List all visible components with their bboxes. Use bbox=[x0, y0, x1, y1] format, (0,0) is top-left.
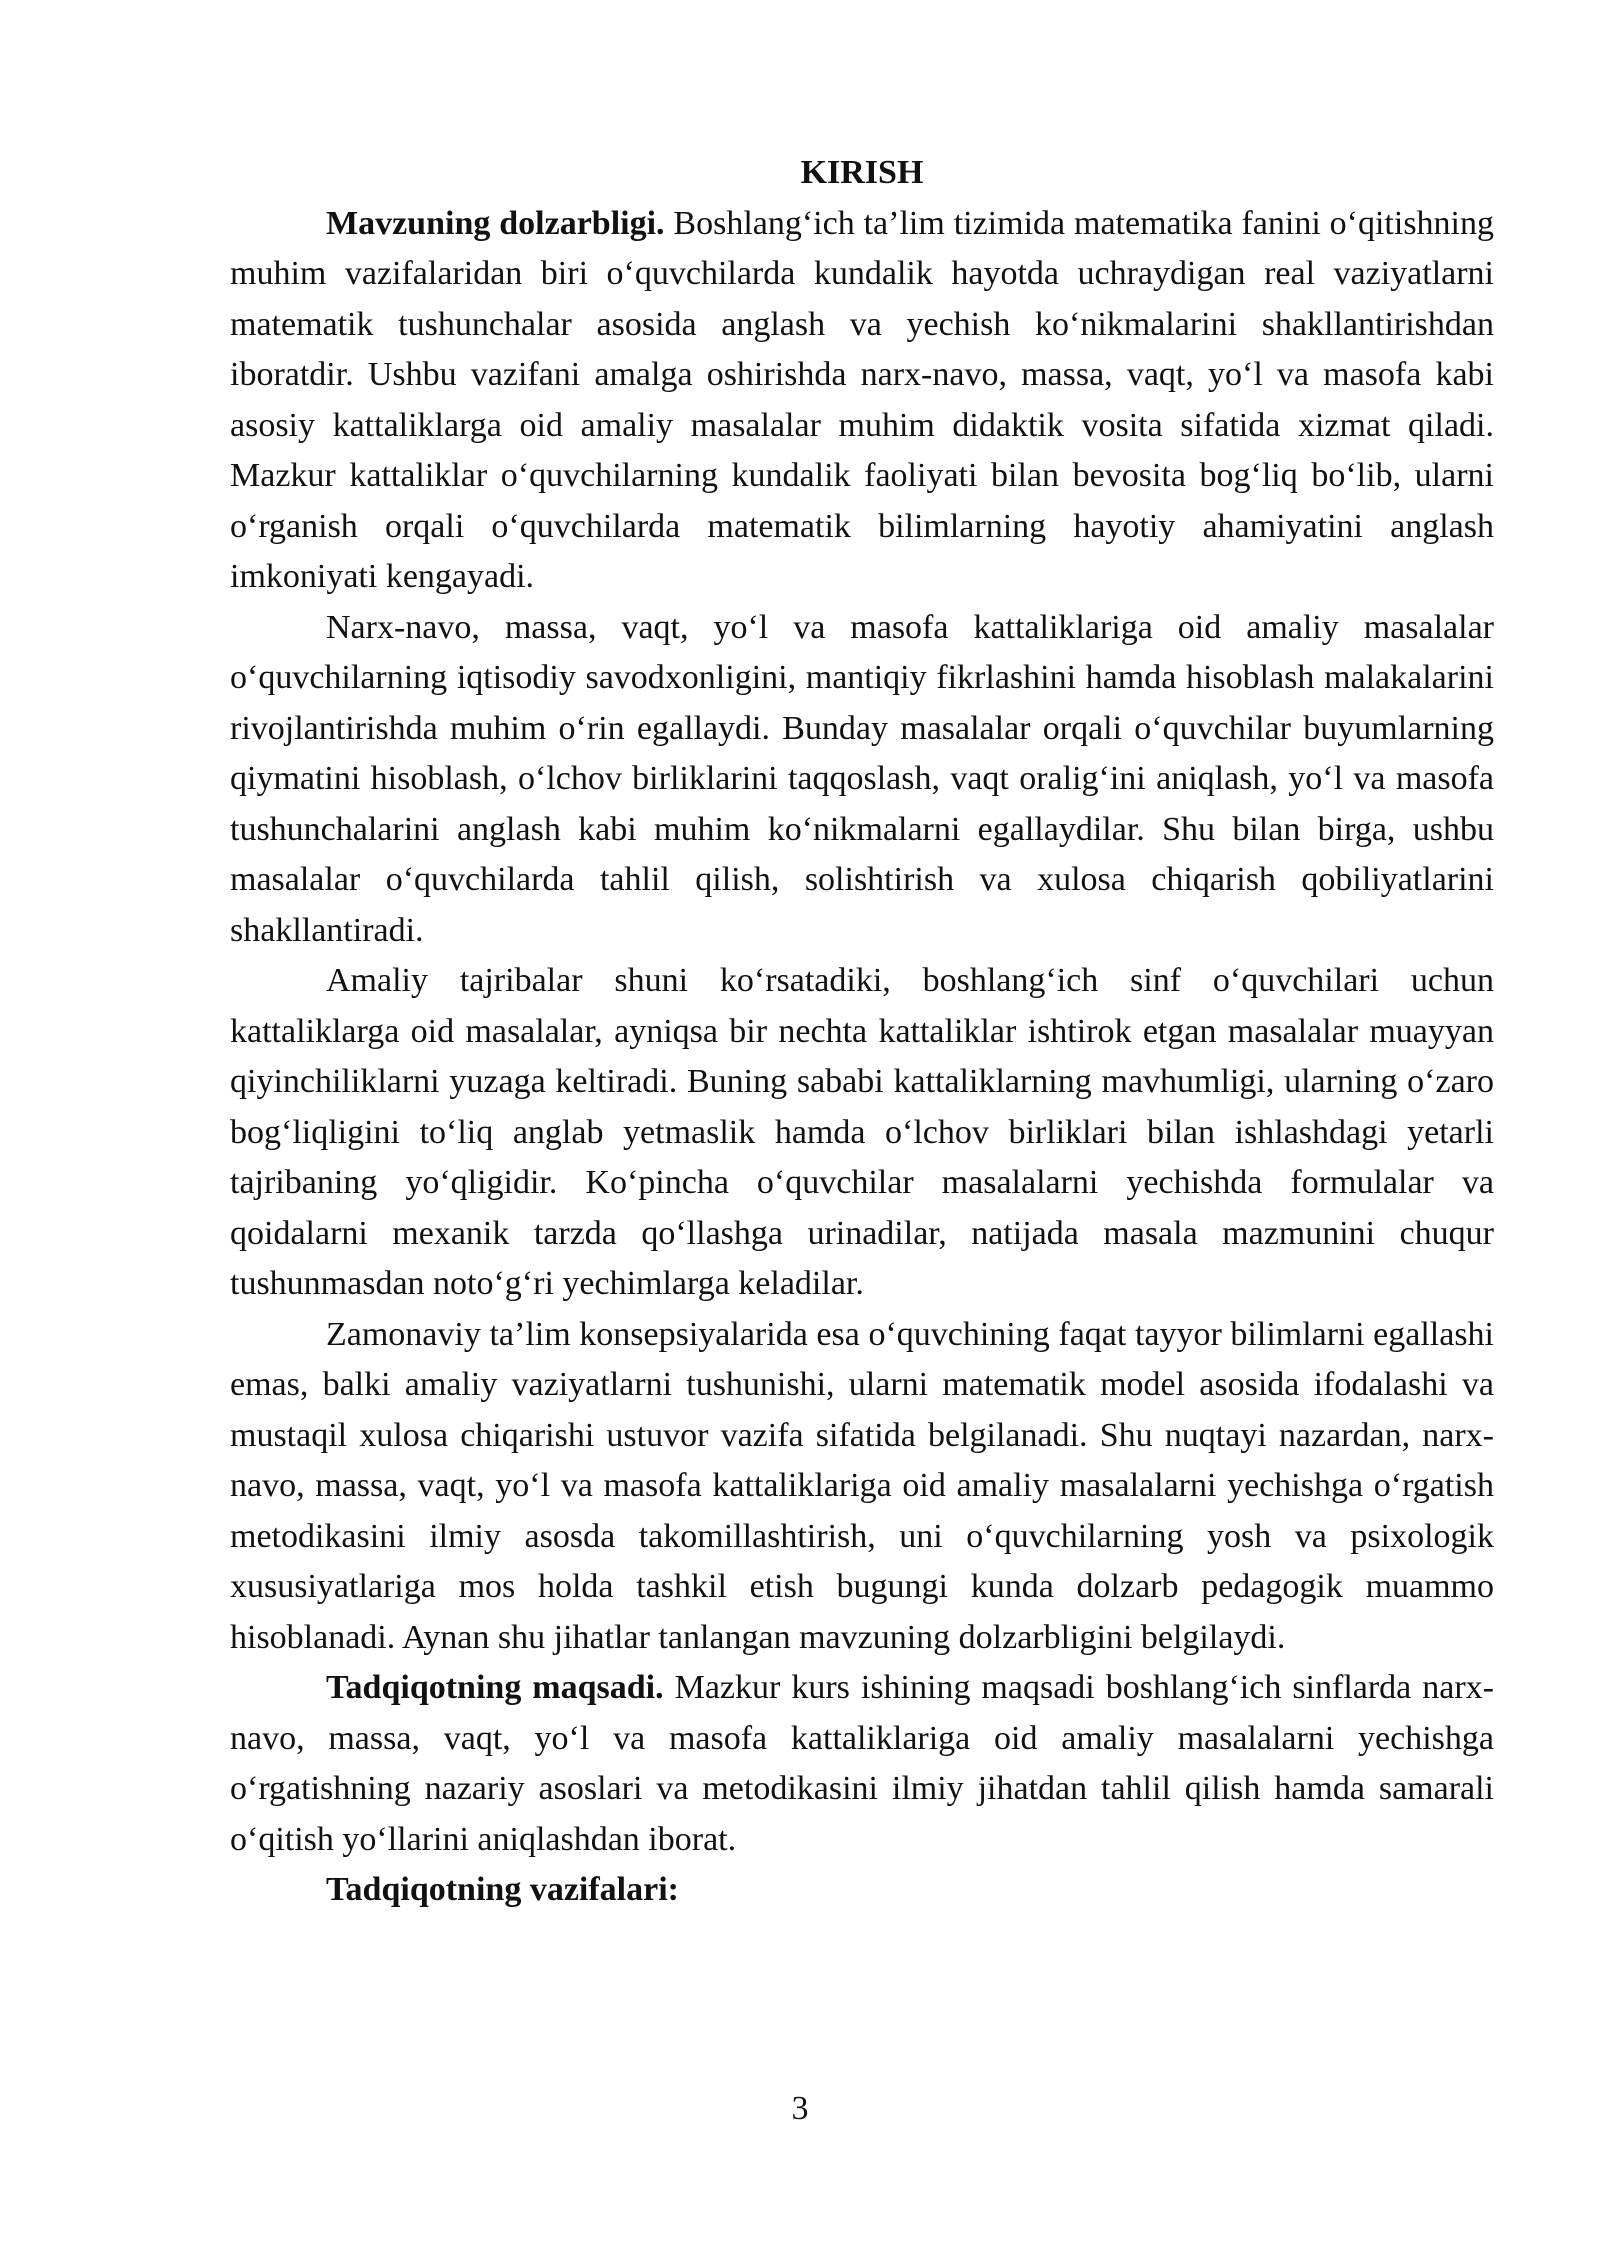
paragraph-lead: Tadqiqotning maqsadi. bbox=[326, 1669, 664, 1706]
paragraph-text: Boshlang‘ich ta’lim tizimida matematika fanini o‘qitishning muhim vazifalaridan biri o‘quvchilarda kundalik hayotda uchraydigan real vaziyatlarni matematik tushunchalar asosida anglash va yechish ko‘nikmalarini shakllantirishdan iboratdir. Ushbu vazifani amalga oshirishda narx-navo, massa, vaqt, yo‘l va masofa kabi asosiy kattaliklarga oid amaliy masalalar muhim didaktik vosita sifatida xizmat qiladi. Mazkur kattaliklar o‘quvchilarning kundalik faoliyati bilan bevosita bog‘liq bo‘lib, ularni o‘rganish orqali o‘quvchilarda matematik bilimlarning hayotiy ahamiyatini anglash imkoniyati kengayadi. bbox=[230, 204, 1495, 595]
paragraph-practice bbox=[230, 956, 1494, 1310]
paragraph-text: Zamonaviy ta’lim konsepsiyalarida esa o‘quvchining faqat tayyor bilimlarni egallashi emas, balki amaliy vaziyatlarni tushunishi, ularni matematik model asosida ifodalashi va mustaqil xulosa chiqarishi ustuvor vazifa sifatida belgilanadi. Shu nuqtayi nazardan, narx-navo, massa, vaqt, yo‘l va masofa kattaliklariga oid amaliy masalalarni yechishga o‘rgatish metodikasini ilmiy asosda takomillashtirish, uni o‘quvchilarning yosh va psixologik xususiyatlariga mos holda tashkil etish bugungi kunda dolzarb pedagogik muammo hisoblanadi. Aynan shu jihatlar tanlangan mavzuning dolzarbligini belgilaydi. bbox=[230, 1315, 1494, 1656]
paragraph-lead: Tadqiqotning vazifalari: bbox=[326, 1871, 679, 1908]
paragraph-research-goal bbox=[230, 1663, 1494, 1865]
document-body bbox=[230, 148, 1494, 1916]
paragraph-quantities bbox=[230, 603, 1494, 957]
page-number: 3 bbox=[791, 2090, 809, 2127]
section-heading: KIRISH bbox=[800, 154, 924, 191]
paragraph-text: Amaliy tajribalar shuni ko‘rsatadiki, boshlang‘ich sinf o‘quvchilari uchun kattaliklarga oid masalalar, ayniqsa bir nechta kattaliklar ishtirok etgan masalalar muayyan qiyinchiliklarni yuzaga keltiradi. Buning sababi kattaliklarning mavhumligi, ularning o‘zaro bog‘liqligini to‘liq anglab yetmaslik hamda o‘lchov birliklari bilan ishlashdagi yetarli tajribaning yo‘qligidir. Ko‘pincha o‘quvchilar masalalarni yechishda formulalar va qoidalarni mexanik tarzda qo‘llashga urinadilar, natijada masala mazmunini chuqur tushunmasdan noto‘g‘ri yechimlarga keladilar. bbox=[230, 962, 1494, 1302]
paragraph-research-tasks bbox=[230, 1865, 1494, 1916]
paragraph-relevance bbox=[230, 199, 1494, 603]
paragraph-lead: Mavzuning dolzarbligi. bbox=[326, 204, 665, 242]
paragraph-modern-concepts bbox=[230, 1310, 1494, 1664]
paragraph-text: Narx-navo, massa, vaqt, yo‘l va masofa kattaliklariga oid amaliy masalalar o‘quvchilarning iqtisodiy savodxonligini, mantiqiy fikrlashini hamda hisoblash malakalarini rivojlantirishda muhim o‘rin egallaydi. Bunday masalalar orqali o‘quvchilar buyumlarning qiymatini hisoblash, o‘lchov birliklarini taqqoslash, vaqt oralig‘ini aniqlash, yo‘l va masofa tushunchalarini anglash kabi muhim ko‘nikmalarni egallaydilar. Shu bilan birga, ushbu masalalar o‘quvchilarda tahlil qilish, solishtirish va xulosa chiqarish qobiliyatlarini shakllantiradi. bbox=[230, 608, 1494, 949]
paragraph-text: Mazkur kurs ishining maqsadi boshlang‘ich sinflarda narx-navo, massa, vaqt, yo‘l va masofa kattaliklariga oid amaliy masalalarni yechishga o‘rgatishning nazariy asoslari va metodikasini ilmiy jihatdan tahlil qilish hamda samarali o‘qitish yo‘llarini aniqlashdan iborat. bbox=[230, 1669, 1494, 1858]
